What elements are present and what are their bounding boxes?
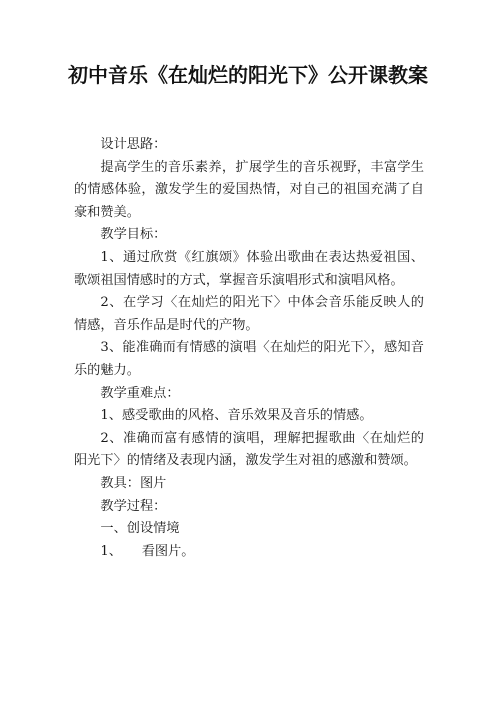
document-body bbox=[74, 134, 424, 563]
list-item-view-pictures: 1、 看图片。 bbox=[100, 543, 195, 559]
section-heading-teaching-process: 教学过程： bbox=[100, 498, 167, 514]
section-heading-key-points: 教学重难点： bbox=[100, 385, 180, 401]
paragraph-design-idea: 提高学生的音乐素养，扩展学生的音乐视野，丰富学生的情感体验，激发学生的爱国热情，对自己的祖国充满了自豪和赞美。 bbox=[74, 159, 424, 220]
list-item-goal-3: 3、能准确而有情感的演唱〈在灿烂的阳光下〉，感知音乐的魅力。 bbox=[74, 340, 424, 378]
document-title: 初中音乐《在灿烂的阳光下》公开课教案 bbox=[68, 63, 428, 87]
list-item-goal-1: 1、通过欣赏《红旗颂》体验出歌曲在表达热爱祖国、歌颂祖国情感时的方式，掌握音乐演唱形式和演唱风格。 bbox=[74, 249, 424, 288]
subsection-heading-create-scene: 一、创设情境 bbox=[100, 521, 180, 537]
paragraph-teaching-aids: 教具：图片 bbox=[100, 475, 167, 491]
section-heading-teaching-goals: 教学目标： bbox=[100, 227, 167, 243]
list-item-goal-2: 2、在学习〈在灿烂的阳光下〉中体会音乐能反映人的情感，音乐作品是时代的产物。 bbox=[74, 295, 424, 333]
list-item-key-point-1: 1、感受歌曲的风格、音乐效果及音乐的情感。 bbox=[100, 408, 373, 424]
list-item-key-point-2: 2、准确而富有感情的演唱，理解把握歌曲〈在灿烂的阳光下〉的情绪及表现内涵，激发学生对祖的感激和赞颂。 bbox=[74, 430, 424, 469]
section-heading-design-idea: 设计思路： bbox=[100, 137, 167, 152]
